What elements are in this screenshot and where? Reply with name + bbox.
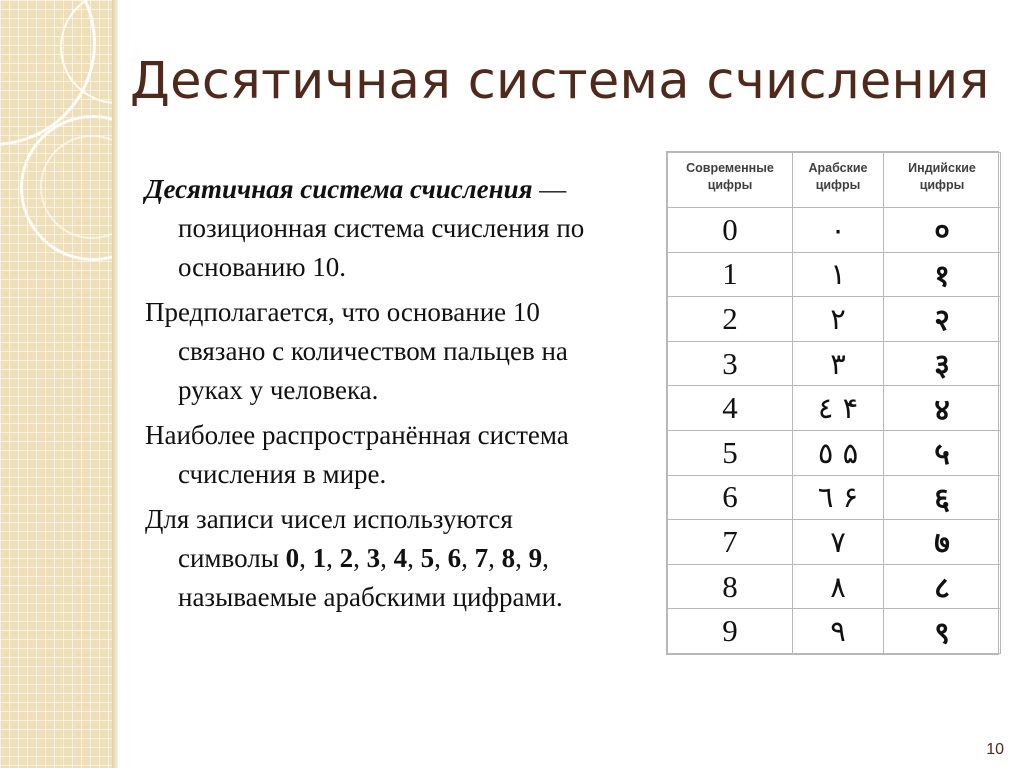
table-row: [668, 297, 1001, 342]
table-row: [668, 520, 1001, 565]
table-row: [668, 430, 1001, 475]
slide-body: [145, 170, 620, 623]
cell-arabic-digit: ٠: [793, 208, 884, 253]
symbols-intro: Для записи чисел используются символы: [145, 504, 513, 573]
cell-modern-digit: 8: [668, 564, 793, 609]
cell-modern-digit: 2: [668, 297, 793, 342]
table-header-row: [668, 153, 1001, 208]
table-body: [668, 208, 1001, 654]
header-modern-digits: Современные цифры: [668, 153, 793, 208]
paragraph-symbols: [145, 500, 620, 617]
digit-symbol: 1: [312, 543, 327, 573]
cell-modern-digit: 7: [668, 520, 793, 565]
digit-symbol: 0: [285, 543, 300, 573]
cell-indian-digit: २: [884, 297, 1001, 342]
table-row: [668, 208, 1001, 253]
cell-arabic-digit: ١: [793, 252, 884, 297]
symbol-separator: ,: [488, 543, 502, 573]
cell-modern-digit: 4: [668, 386, 793, 431]
paragraph-definition: [145, 170, 620, 287]
symbols-list: [286, 543, 543, 573]
cell-modern-digit: 0: [668, 208, 793, 253]
symbol-separator: ,: [515, 543, 529, 573]
cell-indian-digit: ६: [884, 475, 1001, 520]
symbol-separator: ,: [299, 543, 313, 573]
cell-arabic-digit: ٤ ۴: [793, 386, 884, 431]
cell-modern-digit: 1: [668, 252, 793, 297]
cell-indian-digit: ७: [884, 520, 1001, 565]
table-row: [668, 475, 1001, 520]
symbol-separator: ,: [380, 543, 394, 573]
symbol-separator: ,: [353, 543, 367, 573]
page-number: 10: [986, 741, 1004, 758]
cell-indian-digit: ०: [884, 208, 1001, 253]
cell-arabic-digit: ٨: [793, 564, 884, 609]
table-row: [668, 386, 1001, 431]
cell-arabic-digit: ٥ ۵: [793, 430, 884, 475]
table-row: [668, 341, 1001, 386]
definition-term: Десятичная система счисления: [145, 174, 533, 204]
definition-text: — позиционная система счисления по основанию 10.: [178, 174, 585, 282]
header-indian-digits: Индийские цифры: [884, 153, 1001, 208]
header-arabic-digits: Арабские цифры: [793, 153, 884, 208]
cell-indian-digit: ४: [884, 386, 1001, 431]
paragraph-popularity: Наиболее распространённая система счисления в мире.: [145, 420, 569, 489]
digit-symbol: 5: [420, 543, 435, 573]
cell-modern-digit: 5: [668, 430, 793, 475]
symbols-outro: , называемые арабскими цифрами.: [178, 543, 563, 612]
digit-symbol: 8: [501, 543, 516, 573]
digit-symbol: 6: [447, 543, 462, 573]
cell-indian-digit: ९: [884, 609, 1001, 654]
symbol-separator: ,: [407, 543, 421, 573]
cell-indian-digit: ८: [884, 564, 1001, 609]
table-row: [668, 564, 1001, 609]
digit-symbol: 2: [339, 543, 354, 573]
cell-arabic-digit: ٣: [793, 341, 884, 386]
digit-symbol: 3: [366, 543, 381, 573]
cell-modern-digit: 3: [668, 341, 793, 386]
digit-symbol: 9: [528, 543, 543, 573]
digits-table: [666, 151, 999, 655]
cell-indian-digit: ३: [884, 341, 1001, 386]
cell-arabic-digit: ٧: [793, 520, 884, 565]
symbol-separator: ,: [326, 543, 340, 573]
cell-modern-digit: 6: [668, 475, 793, 520]
slide-title: Десятичная система счисления: [130, 52, 990, 111]
symbol-separator: ,: [434, 543, 448, 573]
cell-arabic-digit: ٩: [793, 609, 884, 654]
table-row: [668, 252, 1001, 297]
cell-arabic-digit: ٢: [793, 297, 884, 342]
digit-symbol: 7: [474, 543, 489, 573]
cell-indian-digit: १: [884, 252, 1001, 297]
table-row: [668, 609, 1001, 654]
cell-indian-digit: ५: [884, 430, 1001, 475]
sidebar-edge: [112, 0, 118, 768]
digit-symbol: 4: [393, 543, 408, 573]
cell-modern-digit: 9: [668, 609, 793, 654]
cell-arabic-digit: ٦ ۶: [793, 475, 884, 520]
symbol-separator: ,: [461, 543, 475, 573]
decorative-sidebar: [0, 0, 112, 768]
paragraph-origin: Предполагается, что основание 10 связано с количеством пальцев на руках у человека.: [145, 297, 568, 405]
